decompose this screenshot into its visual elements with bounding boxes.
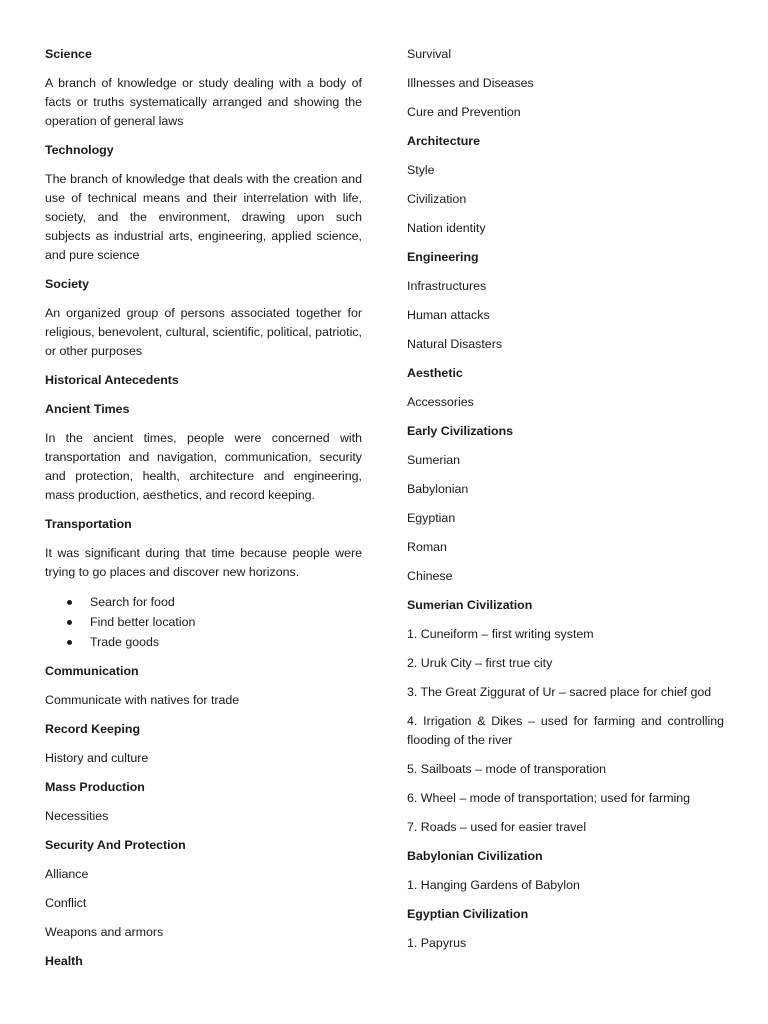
list-item: Accessories (407, 395, 474, 409)
list-item: Weapons and armors (45, 925, 164, 939)
list-item: 3. The Great Ziggurat of Ur – sacred place for chief god (407, 685, 712, 699)
mass-production-heading: Mass Production (45, 780, 145, 794)
egyptian-civilization-heading: Egyptian Civilization (407, 907, 529, 921)
transportation-heading: Transportation (45, 517, 132, 531)
communication-heading: Communication (45, 664, 139, 678)
list-item: Alliance (45, 867, 89, 881)
right-column (407, 45, 724, 963)
historical-antecedents-heading: Historical Antecedents (45, 373, 179, 387)
science-definition: A branch of knowledge or study dealing with a body of facts or truths systematically arranged and showing the operation of general laws (45, 76, 362, 128)
list-item: Egyptian (407, 511, 456, 525)
list-item: 7. Roads – used for easier travel (407, 820, 587, 834)
list-item: Civilization (407, 192, 467, 206)
technology-definition: The branch of knowledge that deals with the creation and use of technical means and their interrelation with life, society, and the environment, drawing upon such subjects as industrial arts, engineering, applied science, and pure science (45, 172, 362, 262)
list-item: Human attacks (407, 308, 490, 322)
record-keeping-text: History and culture (45, 751, 149, 765)
ancient-times-text: In the ancient times, people were concerned with transportation and navigation, communication, security and protection, health, architecture and engineering, mass production, aesthetics, and record keeping. (45, 431, 362, 502)
transportation-text: It was significant during that time because people were trying to go places and discover new horizons. (45, 546, 362, 579)
list-item: 4. Irrigation & Dikes – used for farming and controlling flooding of the river (407, 714, 724, 747)
list-item: Sumerian (407, 453, 461, 467)
list-item: 2. Uruk City – first true city (407, 656, 553, 670)
list-item: 1. Cuneiform – first writing system (407, 627, 594, 641)
list-item: Natural Disasters (407, 337, 503, 351)
record-keeping-heading: Record Keeping (45, 722, 141, 736)
early-civilizations-heading: Early Civilizations (407, 424, 514, 438)
bullet-item (45, 612, 362, 632)
list-item: Conflict (45, 896, 87, 910)
bullet-text: Search for food (90, 595, 175, 609)
health-heading: Health (45, 954, 83, 968)
list-item: 1. Hanging Gardens of Babylon (407, 878, 580, 892)
list-item: 5. Sailboats – mode of transporation (407, 762, 607, 776)
list-item: Survival (407, 47, 452, 61)
list-item: Illnesses and Diseases (407, 76, 534, 90)
society-heading: Society (45, 277, 90, 291)
list-item: Chinese (407, 569, 453, 583)
list-item: Babylonian (407, 482, 469, 496)
list-item: 1. Papyrus (407, 936, 467, 950)
mass-production-text: Necessities (45, 809, 109, 823)
sumerian-civilization-heading: Sumerian Civilization (407, 598, 533, 612)
communication-text: Communicate with natives for trade (45, 693, 240, 707)
ancient-times-heading: Ancient Times (45, 402, 130, 416)
list-item: Infrastructures (407, 279, 487, 293)
aesthetic-heading: Aesthetic (407, 366, 463, 380)
bullet-text: Find better location (90, 615, 196, 629)
bullet-icon (67, 640, 72, 645)
babylonian-civilization-heading: Babylonian Civilization (407, 849, 543, 863)
bullet-icon (67, 600, 72, 605)
architecture-heading: Architecture (407, 134, 480, 148)
list-item: 6. Wheel – mode of transportation; used for farming (407, 791, 691, 805)
list-item: Cure and Prevention (407, 105, 521, 119)
bullet-text: Trade goods (90, 635, 160, 649)
society-definition: An organized group of persons associated together for religious, benevolent, cultural, scientific, political, patriotic, or other purposes (45, 306, 362, 358)
security-protection-heading: Security And Protection (45, 838, 186, 852)
list-item: Nation identity (407, 221, 486, 235)
bullet-item (45, 592, 362, 612)
transportation-bullet-list (45, 592, 362, 652)
bullet-icon (67, 620, 72, 625)
technology-heading: Technology (45, 143, 114, 157)
bullet-item (45, 632, 362, 652)
list-item: Style (407, 163, 435, 177)
engineering-heading: Engineering (407, 250, 479, 264)
list-item: Roman (407, 540, 447, 554)
science-heading: Science (45, 47, 92, 61)
left-column (45, 45, 362, 981)
